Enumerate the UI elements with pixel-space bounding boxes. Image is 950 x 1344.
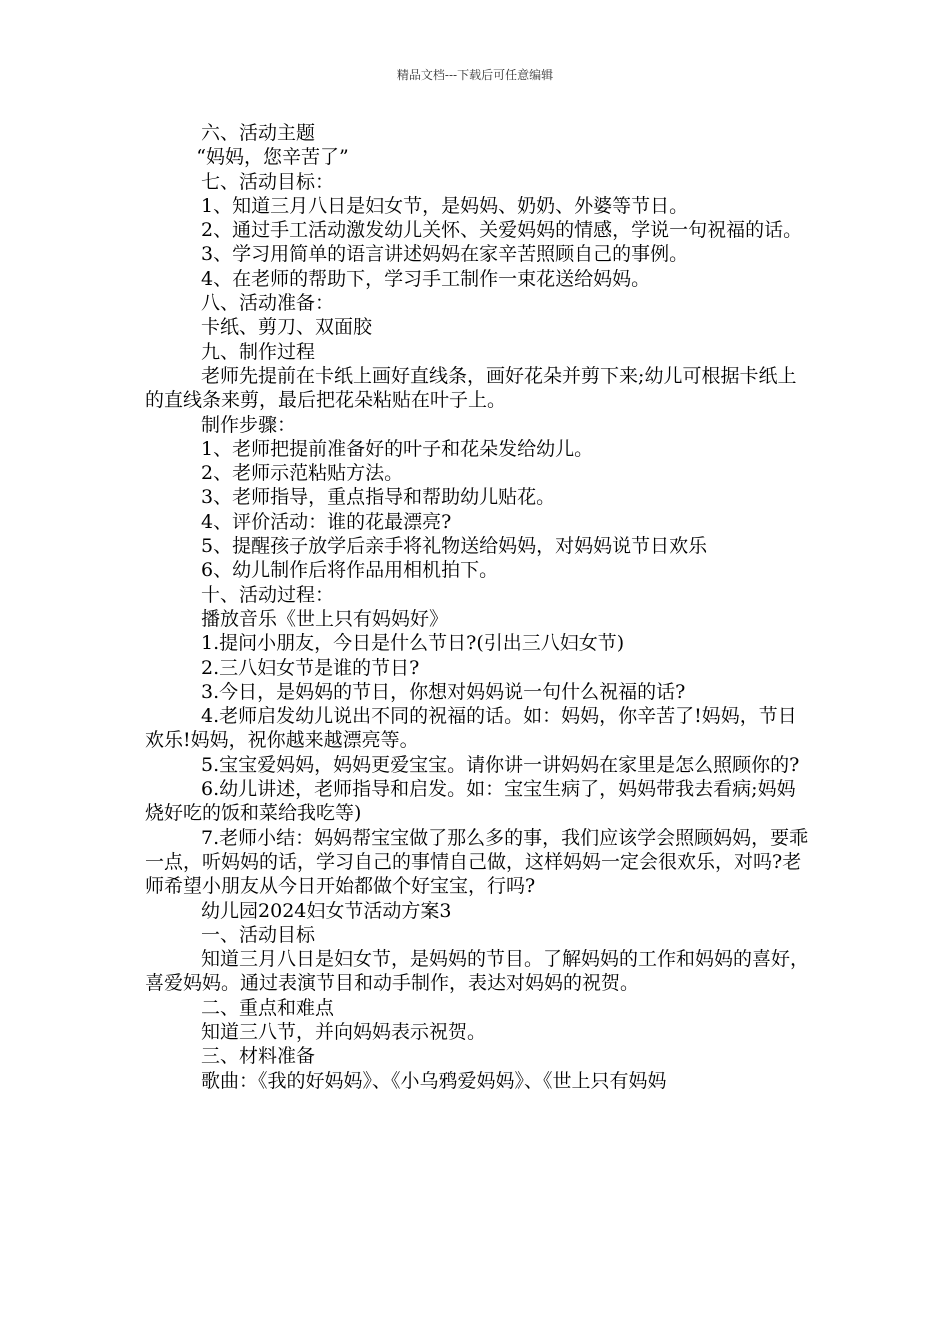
paragraph: 1、老师把提前准备好的叶子和花朵发给幼儿。 <box>201 437 594 460</box>
paragraph: 5.宝宝爱妈妈，妈妈更爱宝宝。请你讲一讲妈妈在家里是怎么照顾你的? <box>201 753 800 776</box>
paragraph: 歌曲：《我的好妈妈》、《小乌鸦爱妈妈》、《世上只有妈妈 <box>201 1069 667 1092</box>
paragraph: 十、活动过程： <box>201 583 335 606</box>
paragraph: 卡纸、剪刀、双面胶 <box>201 316 373 339</box>
paragraph: 2.三八妇女节是谁的节日? <box>201 656 420 679</box>
paragraph: 3、学习用简单的语言讲述妈妈在家辛苦照顾自己的事例。 <box>201 243 689 266</box>
document-body <box>145 121 811 1093</box>
paragraph: 八、活动准备： <box>201 292 335 315</box>
paragraph: 三、材料准备 <box>201 1045 316 1068</box>
paragraph: 6.幼儿讲述，老师指导和启发。如：宝宝生病了，妈妈带我去看病;妈妈烧好吃的饭和菜给我吃等) <box>145 778 796 825</box>
paragraph: 4、在老师的帮助下，学习手工制作一束花送给妈妈。 <box>201 267 651 290</box>
paragraph: 4、评价活动：谁的花最漂亮? <box>201 510 452 533</box>
paragraph: 1、知道三月八日是妇女节，是妈妈、奶奶、外婆等节日。 <box>201 194 689 217</box>
paragraph: 6、幼儿制作后将作品用相机拍下。 <box>201 559 499 582</box>
paragraph: 3、老师指导，重点指导和帮助幼儿贴花。 <box>201 486 556 509</box>
paragraph: 知道三月八日是妇女节，是妈妈的节目。了解妈妈的工作和妈妈的喜好，喜爱妈妈。通过表演节目和动手制作，表达对妈妈的祝贺。 <box>145 948 810 995</box>
paragraph: 2、老师示范粘贴方法。 <box>201 462 404 485</box>
paragraph: “妈妈，您辛苦了” <box>196 146 349 169</box>
paragraph: 幼儿园2024妇女节活动方案3 <box>201 899 452 922</box>
paragraph: 知道三八节，并向妈妈表示祝贺。 <box>201 1020 487 1043</box>
paragraph: 老师先提前在卡纸上画好直线条，画好花朵并剪下来;幼儿可根据卡纸上的直线条来剪，最后把花朵粘贴在叶子上。 <box>145 364 797 412</box>
paragraph: 九、制作过程 <box>201 340 316 363</box>
paragraph: 5、提醒孩子放学后亲手将礼物送给妈妈，对妈妈说节日欢乐 <box>201 535 708 558</box>
paragraph: 3.今日，是妈妈的节日，你想对妈妈说一句什么祝福的话? <box>201 680 686 703</box>
paragraph: 播放音乐《世上只有妈妈好》 <box>201 607 449 630</box>
paragraph: 七、活动目标： <box>201 170 335 193</box>
paragraph: 1.提问小朋友，今日是什么节日?(引出三八妇女节) <box>201 632 625 655</box>
paragraph: 7.老师小结：妈妈帮宝宝做了那么多的事，我们应该学会照顾妈妈，要乖一点，听妈妈的话，学习自己的事情自己做，这样妈妈一定会很欢乐，对吗?老师希望小朋友从今日开始都做个好宝宝，行吗? <box>145 826 809 898</box>
paragraph: 2、通过手工活动激发幼儿关怀、关爱妈妈的情感，学说一句祝福的话。 <box>201 219 803 242</box>
paragraph: 六、活动主题 <box>201 122 316 144</box>
page-header: 精品文档---下载后可任意编辑 <box>396 68 554 82</box>
paragraph: 制作步骤： <box>201 413 297 436</box>
paragraph: 4.老师启发幼儿说出不同的祝福的话。如：妈妈，你辛苦了!妈妈，节日欢乐!妈妈，祝你越来越漂亮等。 <box>145 705 797 752</box>
paragraph: 二、重点和难点 <box>201 996 335 1019</box>
paragraph: 一、活动目标 <box>201 923 316 946</box>
